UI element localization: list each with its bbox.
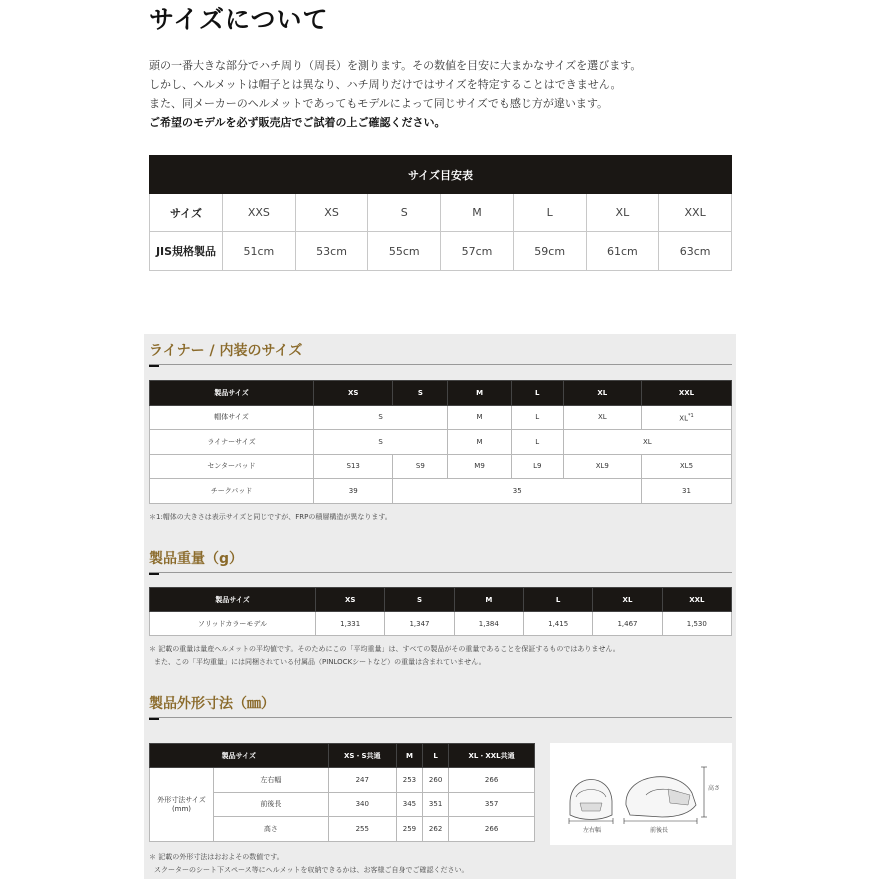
- cm-cell: 53cm: [295, 232, 368, 271]
- cm-cell: 59cm: [513, 232, 586, 271]
- size-chart-table: [149, 155, 732, 271]
- liner-cell: XL: [563, 430, 731, 455]
- liner-cell: L: [511, 405, 563, 430]
- dim-row-label: 左右幅: [214, 768, 329, 793]
- weight-header-cell: 製品サイズ: [150, 588, 316, 612]
- cm-cell: 57cm: [441, 232, 514, 271]
- liner-header-cell: L: [511, 381, 563, 406]
- footnote-mark: *1: [687, 412, 694, 419]
- weight-table: [149, 587, 732, 636]
- section-divider: [149, 717, 732, 718]
- weight-cell: 1,415: [523, 612, 592, 636]
- weight-header-cell: XXL: [662, 588, 731, 612]
- width-label: 左右幅: [583, 827, 602, 834]
- weight-header-cell: XL: [593, 588, 662, 612]
- liner-cell: S: [314, 405, 448, 430]
- section-marker: [149, 365, 159, 367]
- liner-cell-text: XL: [679, 413, 688, 422]
- cm-cell: 55cm: [368, 232, 441, 271]
- dim-cell: 266: [449, 817, 535, 842]
- liner-header-cell: XXL: [641, 381, 731, 406]
- weight-notes: [149, 643, 620, 669]
- liner-header-cell: XS: [314, 381, 393, 406]
- intro-text: [149, 56, 641, 132]
- length-label: 前後長: [650, 827, 669, 834]
- size-cell: M: [441, 194, 514, 232]
- liner-cell: 35: [393, 479, 642, 504]
- liner-cell: XL5: [641, 454, 731, 479]
- dim-cell: 340: [328, 792, 396, 817]
- dim-cell: 357: [449, 792, 535, 817]
- dim-header-cell: XS・S共通: [328, 744, 396, 768]
- liner-header-cell: S: [393, 381, 448, 406]
- liner-header-cell: M: [448, 381, 512, 406]
- dim-cell: 253: [396, 768, 422, 793]
- section-marker: [149, 718, 159, 720]
- weight-cell: 1,530: [662, 612, 731, 636]
- liner-cell: XL: [563, 405, 641, 430]
- liner-cell: L9: [511, 454, 563, 479]
- dim-row-label: 前後長: [214, 792, 329, 817]
- liner-note: ＊1:帽体の大きさは表示サイズと同じですが、FRPの積層構造が異なります。: [149, 513, 392, 521]
- weight-section-title: 製品重量（g）: [149, 551, 244, 567]
- liner-header-cell: 製品サイズ: [150, 381, 314, 406]
- liner-cell: M: [448, 430, 512, 455]
- dim-group-text: 外形寸法サイズ: [157, 796, 206, 805]
- height-label: 高さ: [708, 785, 721, 792]
- size-cell: XL: [586, 194, 659, 232]
- liner-row-label: センターパッド: [150, 454, 314, 479]
- jis-row-label: JIS規格製品: [150, 232, 223, 271]
- liner-row-label: チークパッド: [150, 479, 314, 504]
- intro-line: しかし、ヘルメットは帽子とは異なり、ハチ周りだけではサイズを特定することはできません。: [149, 78, 622, 91]
- liner-table: [149, 380, 732, 504]
- size-row-label: サイズ: [150, 194, 223, 232]
- liner-cell: L: [511, 430, 563, 455]
- liner-cell: [641, 405, 731, 430]
- section-marker: [149, 573, 159, 575]
- dim-group-unit: (mm): [171, 805, 192, 814]
- weight-header-cell: L: [523, 588, 592, 612]
- size-cell: XS: [295, 194, 368, 232]
- helmet-dimension-diagram: [550, 743, 732, 845]
- cm-cell: 61cm: [586, 232, 659, 271]
- size-cell: XXL: [659, 194, 732, 232]
- dim-note-line: ＊ 記載の外形寸法はおおよその数値です。: [149, 853, 284, 861]
- dim-header-cell: 製品サイズ: [150, 744, 329, 768]
- dim-note-line: スクーターのシート下スペース等にヘルメットを収納できるかは、お客様ご自身でご確認ください。: [154, 866, 469, 874]
- dim-cell: 255: [328, 817, 396, 842]
- liner-cell: S: [314, 430, 448, 455]
- liner-cell: 31: [641, 479, 731, 504]
- liner-row-label: ライナーサイズ: [150, 430, 314, 455]
- intro-emphasis: ご希望のモデルを必ず販売店でご試着の上ご確認ください。: [149, 116, 446, 129]
- helmet-diagram-svg: [550, 743, 732, 845]
- weight-note-line: ＊ 記載の重量は量産ヘルメットの平均値です。そのためにこの「平均重量」は、すべての製品がその重量であることを保証するものではありません。: [149, 645, 620, 653]
- dim-header-cell: L: [423, 744, 449, 768]
- dimensions-section-title: 製品外形寸法（㎜）: [149, 696, 275, 712]
- dim-header-cell: M: [396, 744, 422, 768]
- dim-row-label: 高さ: [214, 817, 329, 842]
- size-cell: L: [513, 194, 586, 232]
- weight-row-label: ソリッドカラーモデル: [150, 612, 316, 636]
- liner-cell: M: [448, 405, 512, 430]
- dim-cell: 247: [328, 768, 396, 793]
- section-divider: [149, 364, 732, 365]
- weight-header-cell: M: [454, 588, 523, 612]
- liner-cell: S13: [314, 454, 393, 479]
- liner-cell: XL9: [563, 454, 641, 479]
- weight-cell: 1,384: [454, 612, 523, 636]
- liner-cell: S9: [393, 454, 448, 479]
- size-chart-title: サイズ目安表: [150, 156, 732, 194]
- section-divider: [149, 572, 732, 573]
- dim-cell: 259: [396, 817, 422, 842]
- liner-cell: M9: [448, 454, 512, 479]
- weight-cell: 1,347: [385, 612, 454, 636]
- dim-cell: 351: [423, 792, 449, 817]
- weight-header-cell: S: [385, 588, 454, 612]
- liner-row-label: 帽体サイズ: [150, 405, 314, 430]
- liner-header-cell: XL: [563, 381, 641, 406]
- dim-header-cell: XL・XXL共通: [449, 744, 535, 768]
- dim-cell: 266: [449, 768, 535, 793]
- dimension-notes: [149, 851, 468, 877]
- weight-cell: 1,331: [316, 612, 385, 636]
- dim-cell: 345: [396, 792, 422, 817]
- dim-cell: 260: [423, 768, 449, 793]
- dimensions-table: [149, 743, 535, 842]
- intro-line: 頭の一番大きな部分でハチ周り（周長）を測ります。その数値を目安に大まかなサイズを選びます。: [149, 59, 642, 72]
- liner-section-title: ライナー / 内装のサイズ: [149, 343, 303, 359]
- weight-cell: 1,467: [593, 612, 662, 636]
- intro-line: また、同メーカーのヘルメットであってもモデルによって同じサイズでも感じ方が違います。: [149, 97, 609, 110]
- dim-cell: 262: [423, 817, 449, 842]
- liner-cell: 39: [314, 479, 393, 504]
- weight-note-line: また、この「平均重量」には同梱されている付属品（PINLOCKシートなど）の重量は含まれていません。: [154, 658, 486, 666]
- cm-cell: 51cm: [223, 232, 296, 271]
- weight-header-cell: XS: [316, 588, 385, 612]
- dim-group-label: [150, 768, 214, 842]
- size-cell: XXS: [223, 194, 296, 232]
- size-cell: S: [368, 194, 441, 232]
- cm-cell: 63cm: [659, 232, 732, 271]
- page-title: サイズについて: [149, 5, 329, 34]
